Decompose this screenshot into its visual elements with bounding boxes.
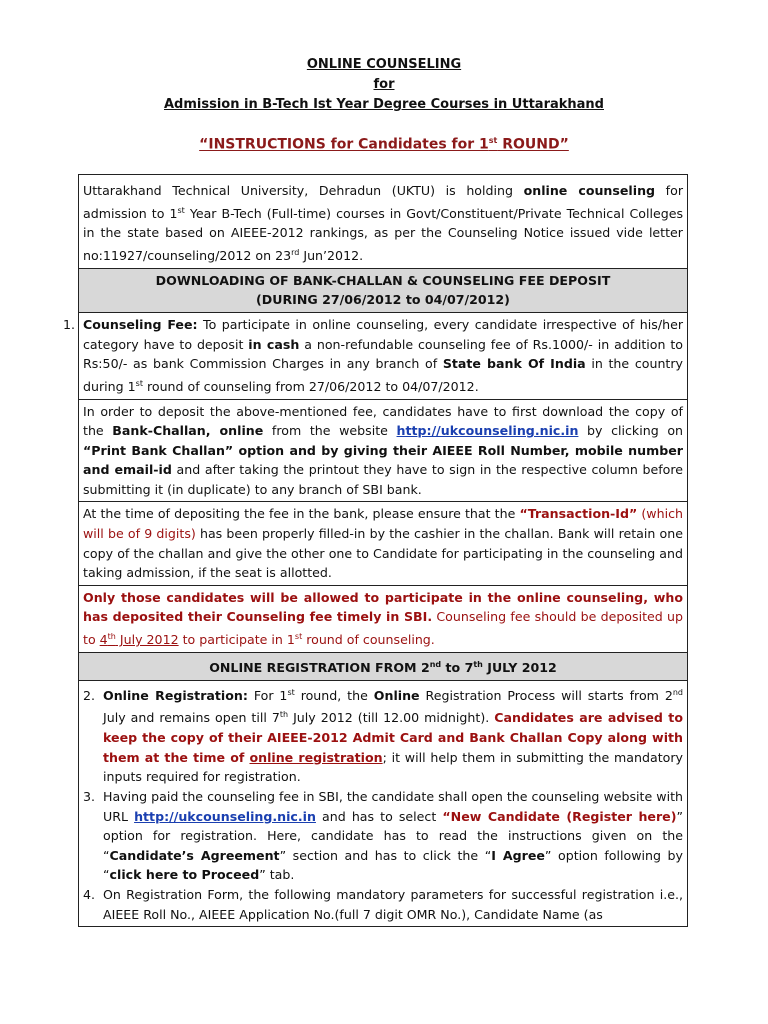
intro-cell: Uttarakhand Technical University, Dehradun (UKTU) is holding online counseling for admission to 1st Year B-Tech (Full-time) courses in Govt/Constituent/Private Technical Colleges in the state based on AIEEE-2012 rankings, as per the Counseling Notice issued vide letter no:11927/counseling/2012 on 23rd Jun’2012.	[79, 175, 688, 269]
instructions-heading	[0, 136, 768, 153]
download-row	[79, 399, 688, 502]
download-challan-paragraph: In order to deposit the above-mentioned fee, candidates have to first download the copy of the Bank-Challan, online from the website http://ukcounseling.nic.in by clicking on “Print Bank Challan” option and by giving their AIEEE Roll Number, mobile number and email-id and after taking the printout they have to sign in the respective column before submitting it (in duplicate) to any branch of SBI bank.	[79, 399, 688, 502]
item4-registration-form: 4. On Registration Form, the following mandatory parameters for successful registration i.e., AIEEE Roll No., AIEEE Application No.(full 7 digit OMR No.), Candidate Name (as	[83, 886, 683, 922]
section1-row	[79, 268, 688, 312]
deadline-date: 4th July 2012	[99, 632, 179, 648]
section1-heading: DOWNLOADING OF BANK-CHALLAN & COUNSELING FEE DEPOSIT (DURING 27/06/2012 to 04/07/2012)	[79, 268, 688, 312]
title-admission: Admission in B-Tech Ist Year Degree Courses in Uttarakhand	[163, 97, 604, 112]
counseling-website-link[interactable]: http://ukcounseling.nic.in	[396, 423, 579, 439]
item1-counseling-fee: 1. Counseling Fee: To participate in online counseling, every candidate irrespective of his/her category have to deposit in cash a non-refundable counseling fee of Rs.1000/- in addition to Rs:50/- as bank Commission Charges in any branch of State bank Of India in the country during 1st round of counseling from 27/06/2012 to 04/07/2012.	[79, 312, 688, 399]
ukcounseling-link[interactable]: http://ukcounseling.nic.in	[134, 808, 316, 824]
intro-row	[79, 175, 688, 269]
transaction-id-paragraph: At the time of depositing the fee in the bank, please ensure that the “Transaction-Id” (which will be of 9 digits) has been properly filled-in by the cashier in the challan. Bank will retain one copy of the challan and give the other one to Candidate for participating in the counseling and taking admission, if the seat is allotted.	[79, 502, 688, 585]
registration-items	[79, 680, 688, 927]
title-for: for	[373, 77, 395, 92]
title-online-counseling: ONLINE COUNSELING	[306, 57, 462, 72]
only-row	[79, 585, 688, 652]
section2-row	[79, 652, 688, 680]
items-row	[79, 680, 688, 927]
instructions-table	[63, 174, 688, 927]
item1-row	[79, 312, 688, 399]
transaction-row	[79, 502, 688, 585]
item2-online-registration: 2. Online Registration: For 1st round, the Online Registration Process will starts from 2nd July and remains open till 7th July 2012 (till 12.00 midnight). Candidates are advised to keep the copy of their AIEEE-2012 Admit Card and Bank Challan Copy along with them at the time of online registration; it will help them in submitting the mandatory inputs required for registration.	[83, 687, 684, 785]
instructions-text: “INSTRUCTIONS for Candidates for 1	[199, 136, 489, 153]
item3-open-website: 3. Having paid the counseling fee in SBI, the candidate shall open the counseling website with URL http://ukcounseling.nic.in and has to select “New Candidate (Register here)” option for registration. Here, candidate has to read the instructions given on the “Candidate’s Agreement” section and has to click the “I Agree” option following by “click here to Proceed” tab.	[83, 788, 683, 883]
instructions-text-end: ROUND”	[497, 136, 569, 153]
section2-heading: ONLINE REGISTRATION FROM 2nd to 7th JULY 2012	[79, 652, 688, 680]
instructions-sup: st	[488, 136, 498, 145]
deadline-paragraph: Only those candidates will be allowed to participate in the online counseling, who has deposited their Counseling fee timely in SBI. Counseling fee should be deposited up to 4th July 2012 to participate in 1st round of counseling.	[79, 585, 688, 652]
